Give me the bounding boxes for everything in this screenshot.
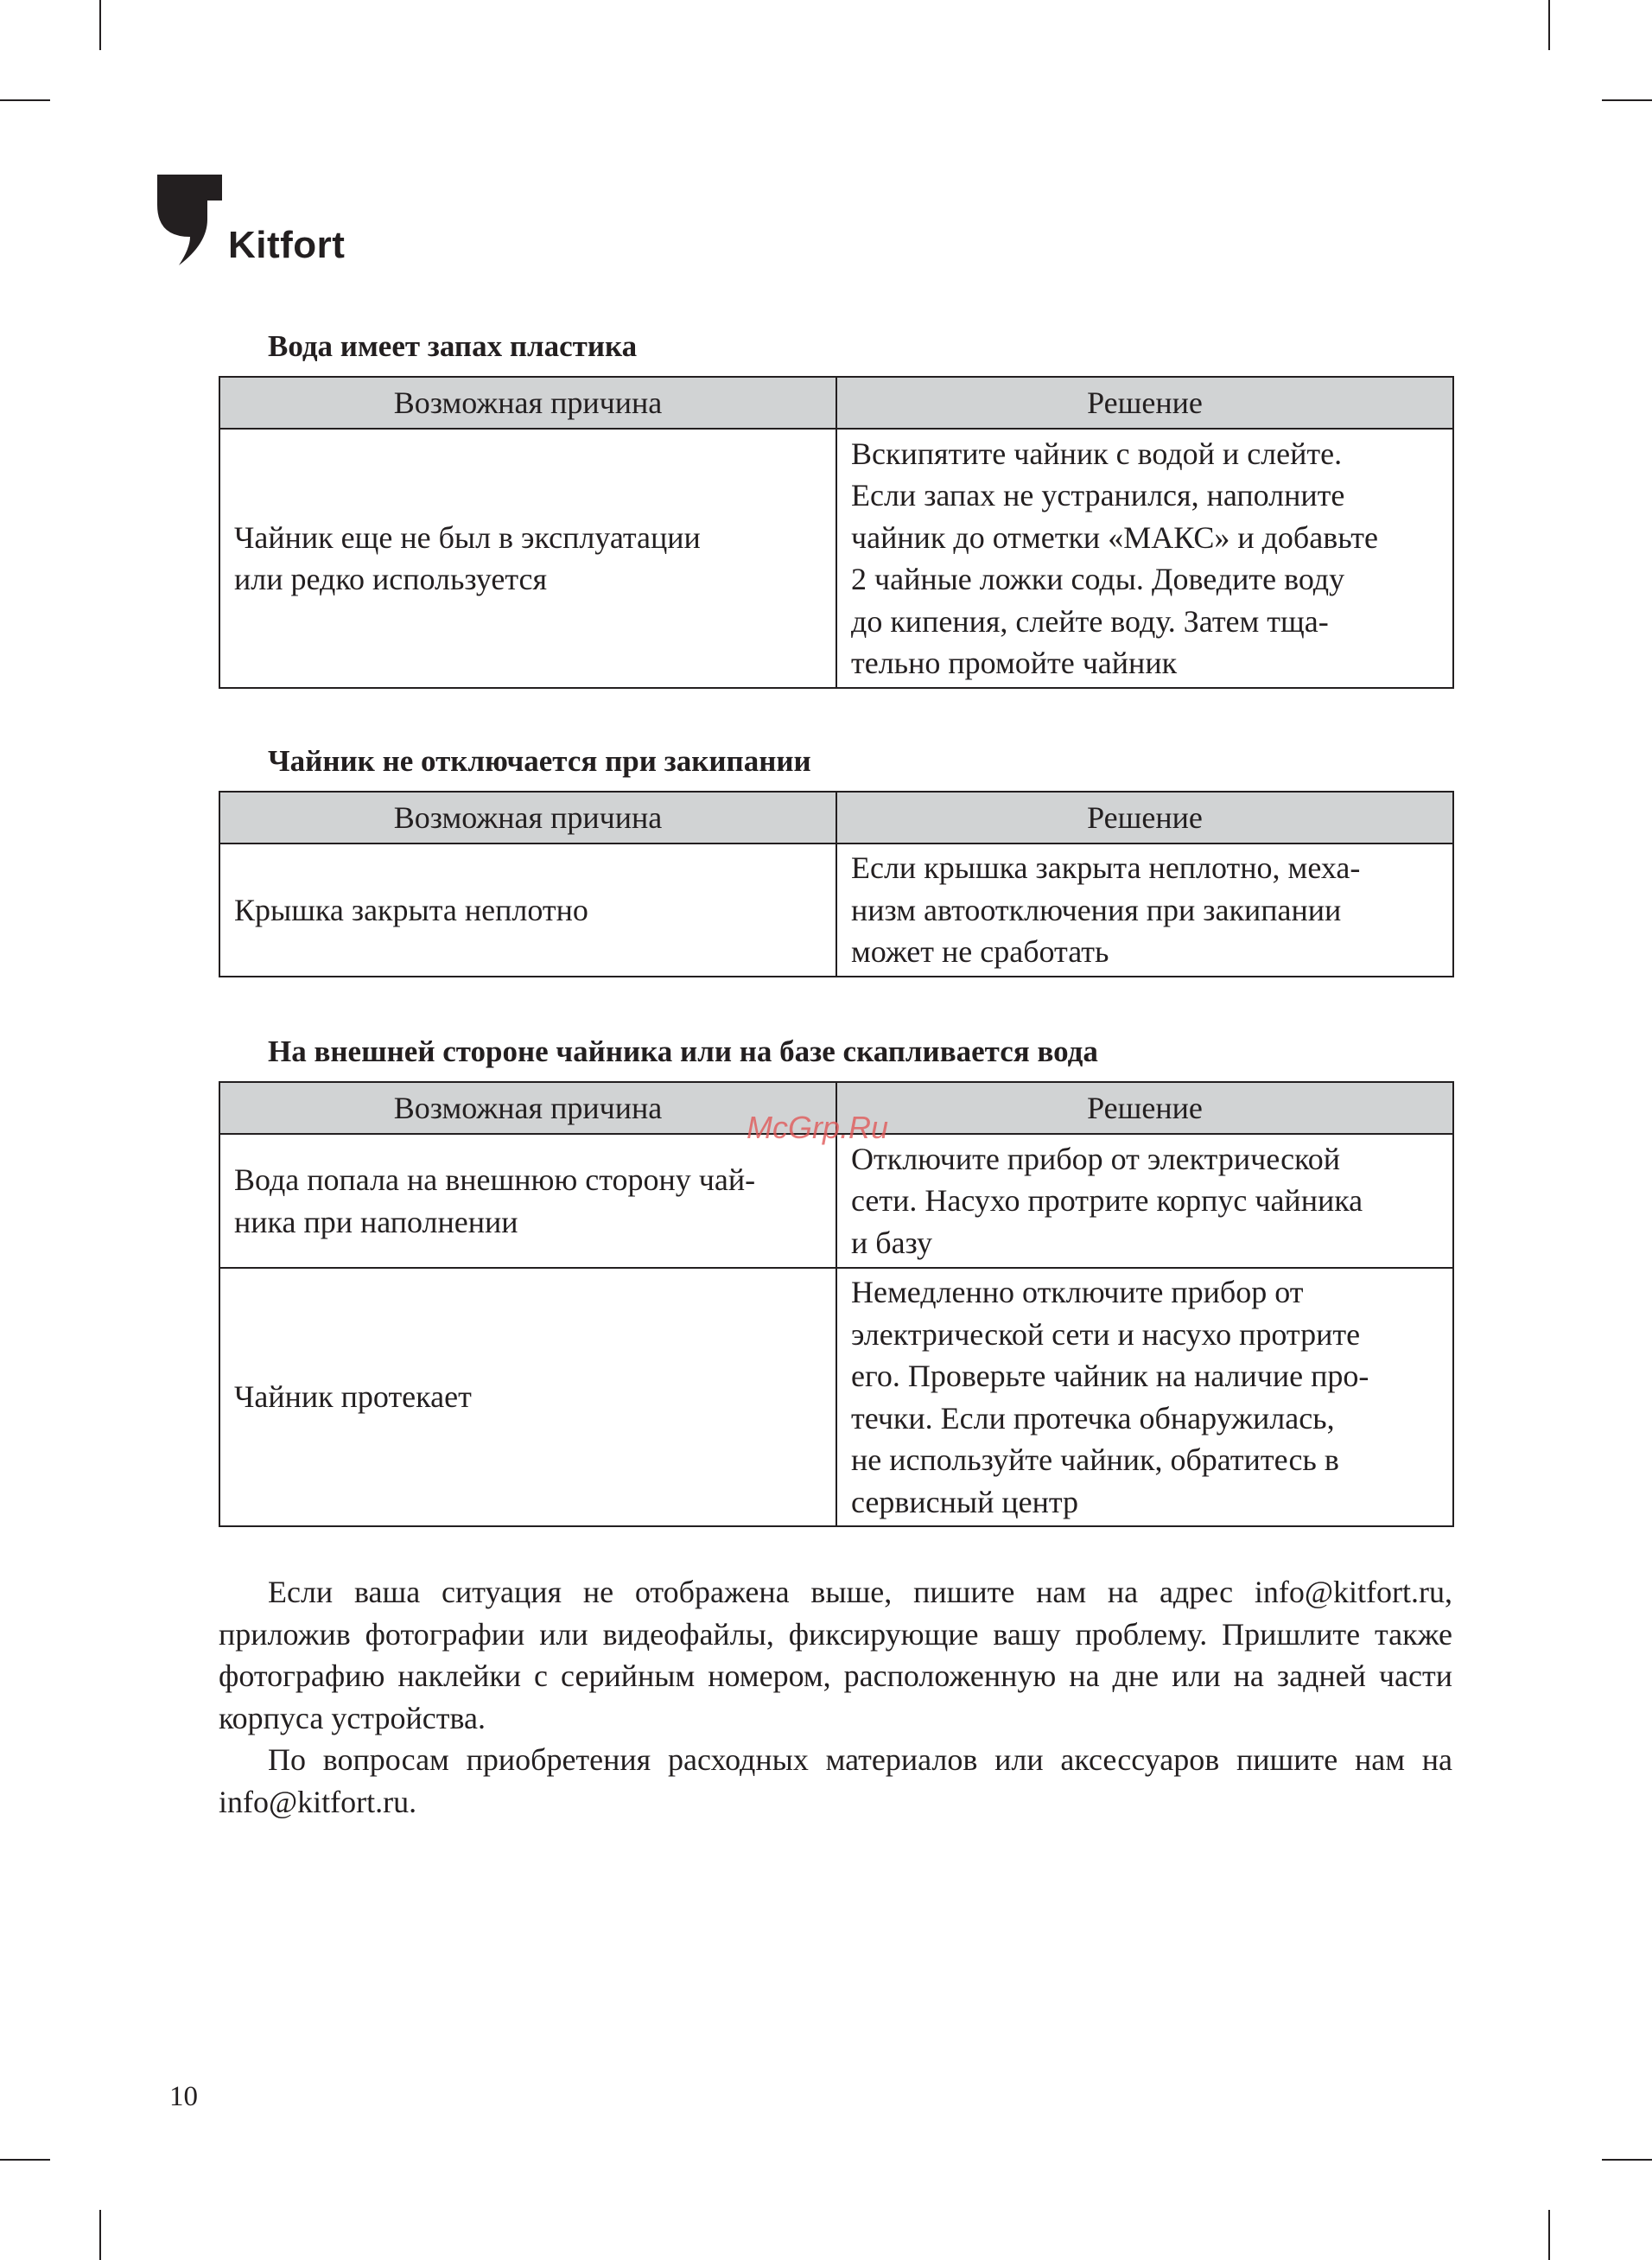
text-line: ника при наполнении <box>234 1204 518 1239</box>
section-no-auto-off <box>219 741 1452 977</box>
table-row <box>219 1134 1453 1268</box>
text-line: Чайник протекает <box>234 1379 472 1415</box>
troubleshooting-table <box>219 1081 1454 1527</box>
crop-mark <box>99 0 101 50</box>
solution-cell <box>836 844 1453 977</box>
crop-mark <box>0 2159 50 2161</box>
crop-mark <box>1548 2210 1550 2260</box>
text-line: Вода попала на внешнюю сторону чай- <box>234 1162 756 1197</box>
section-water-accumulates <box>219 1031 1452 1527</box>
cause-cell <box>219 844 836 977</box>
kitfort-logo-icon <box>157 175 226 265</box>
section-title: Вода имеет запах пластика <box>268 329 638 363</box>
cause-cell <box>219 1268 836 1526</box>
section-plastic-smell <box>219 326 1452 689</box>
troubleshooting-table <box>219 376 1454 689</box>
section-title: На внешней стороне чайника или на базе скапливается вода <box>268 1035 1098 1068</box>
column-header-cause: Возможная причина <box>219 1082 836 1134</box>
text-line: до кипения, слейте воду. Затем тща- <box>851 603 1329 639</box>
column-header-cause: Возможная причина <box>219 792 836 844</box>
troubleshooting-table <box>219 791 1454 977</box>
watermark: McGrp.Ru <box>747 1110 889 1145</box>
text-line: Вскипятите чайник с водой и слейте. <box>851 436 1343 471</box>
text-line: Чайник еще не был в эксплуатации <box>234 519 701 555</box>
page-number: 10 <box>169 2081 198 2112</box>
text-line: его. Проверьте чайник на наличие про- <box>851 1359 1369 1393</box>
text-line: электрической сети и насухо протрите <box>851 1316 1361 1352</box>
crop-mark <box>99 2210 101 2260</box>
text-line: тельно промойте чайник <box>851 646 1178 680</box>
column-header-solution: Решение <box>836 792 1453 844</box>
text-line: 2 чайные ложки соды. Доведите воду <box>851 562 1345 596</box>
text-line: чайник до отметки «МАКС» и добавьте <box>851 519 1378 555</box>
solution-cell <box>836 1268 1453 1526</box>
support-paragraph: Если ваша ситуация не отображена выше, пишите нам на адрес info@kitfort.ru, приложив фотографии или видеофайлы, фиксирующие вашу проблему. Пришлите также фотографию наклейки с серийным номером, расположенную на дне или на задней части корпуса устройства. <box>219 1575 1452 1735</box>
column-header-solution: Решение <box>836 377 1453 429</box>
contact-paragraphs <box>219 1571 1452 1823</box>
section-title: Чайник не отключается при закипании <box>268 744 811 778</box>
table-header-row <box>219 792 1453 844</box>
text-line: Крышка закрыта неплотно <box>234 892 588 927</box>
crop-mark <box>1548 0 1550 50</box>
text-line: Отключите прибор от электрической <box>851 1141 1340 1176</box>
crop-mark <box>1602 99 1652 101</box>
text-line: Если крышка закрыта неплотно, меха- <box>851 850 1361 886</box>
cause-cell <box>219 429 836 688</box>
text-line: Немедленно отключите прибор от <box>851 1275 1304 1309</box>
table-row <box>219 844 1453 977</box>
table-row <box>219 1268 1453 1526</box>
column-header-solution: Решение <box>836 1082 1453 1134</box>
crop-mark <box>1602 2159 1652 2161</box>
text-line: Если запах не устранился, наполните <box>851 478 1345 512</box>
text-line: может не сработать <box>851 934 1109 970</box>
accessories-paragraph: По вопросам приобретения расходных материалов или аксессуаров пишите нам на info@kitfort.ru. <box>219 1742 1452 1819</box>
text-line: сети. Насухо протрите корпус чайника <box>851 1183 1363 1219</box>
text-line: или редко используется <box>234 562 548 596</box>
text-line: и базу <box>851 1225 933 1260</box>
brand-name: Kitfort <box>228 224 346 266</box>
solution-cell <box>836 429 1453 688</box>
text-line: не используйте чайник, обратитесь в <box>851 1442 1339 1477</box>
column-header-cause: Возможная причина <box>219 377 836 429</box>
table-header-row <box>219 377 1453 429</box>
text-line: низм автоотключения при закипании <box>851 892 1342 927</box>
cause-cell <box>219 1134 836 1268</box>
text-line: течки. Если протечка обнаружилась, <box>851 1400 1335 1436</box>
text-line: сервисный центр <box>851 1484 1079 1519</box>
crop-mark <box>0 99 50 101</box>
solution-cell <box>836 1134 1453 1268</box>
brand-logo <box>157 175 345 265</box>
table-row <box>219 429 1453 688</box>
